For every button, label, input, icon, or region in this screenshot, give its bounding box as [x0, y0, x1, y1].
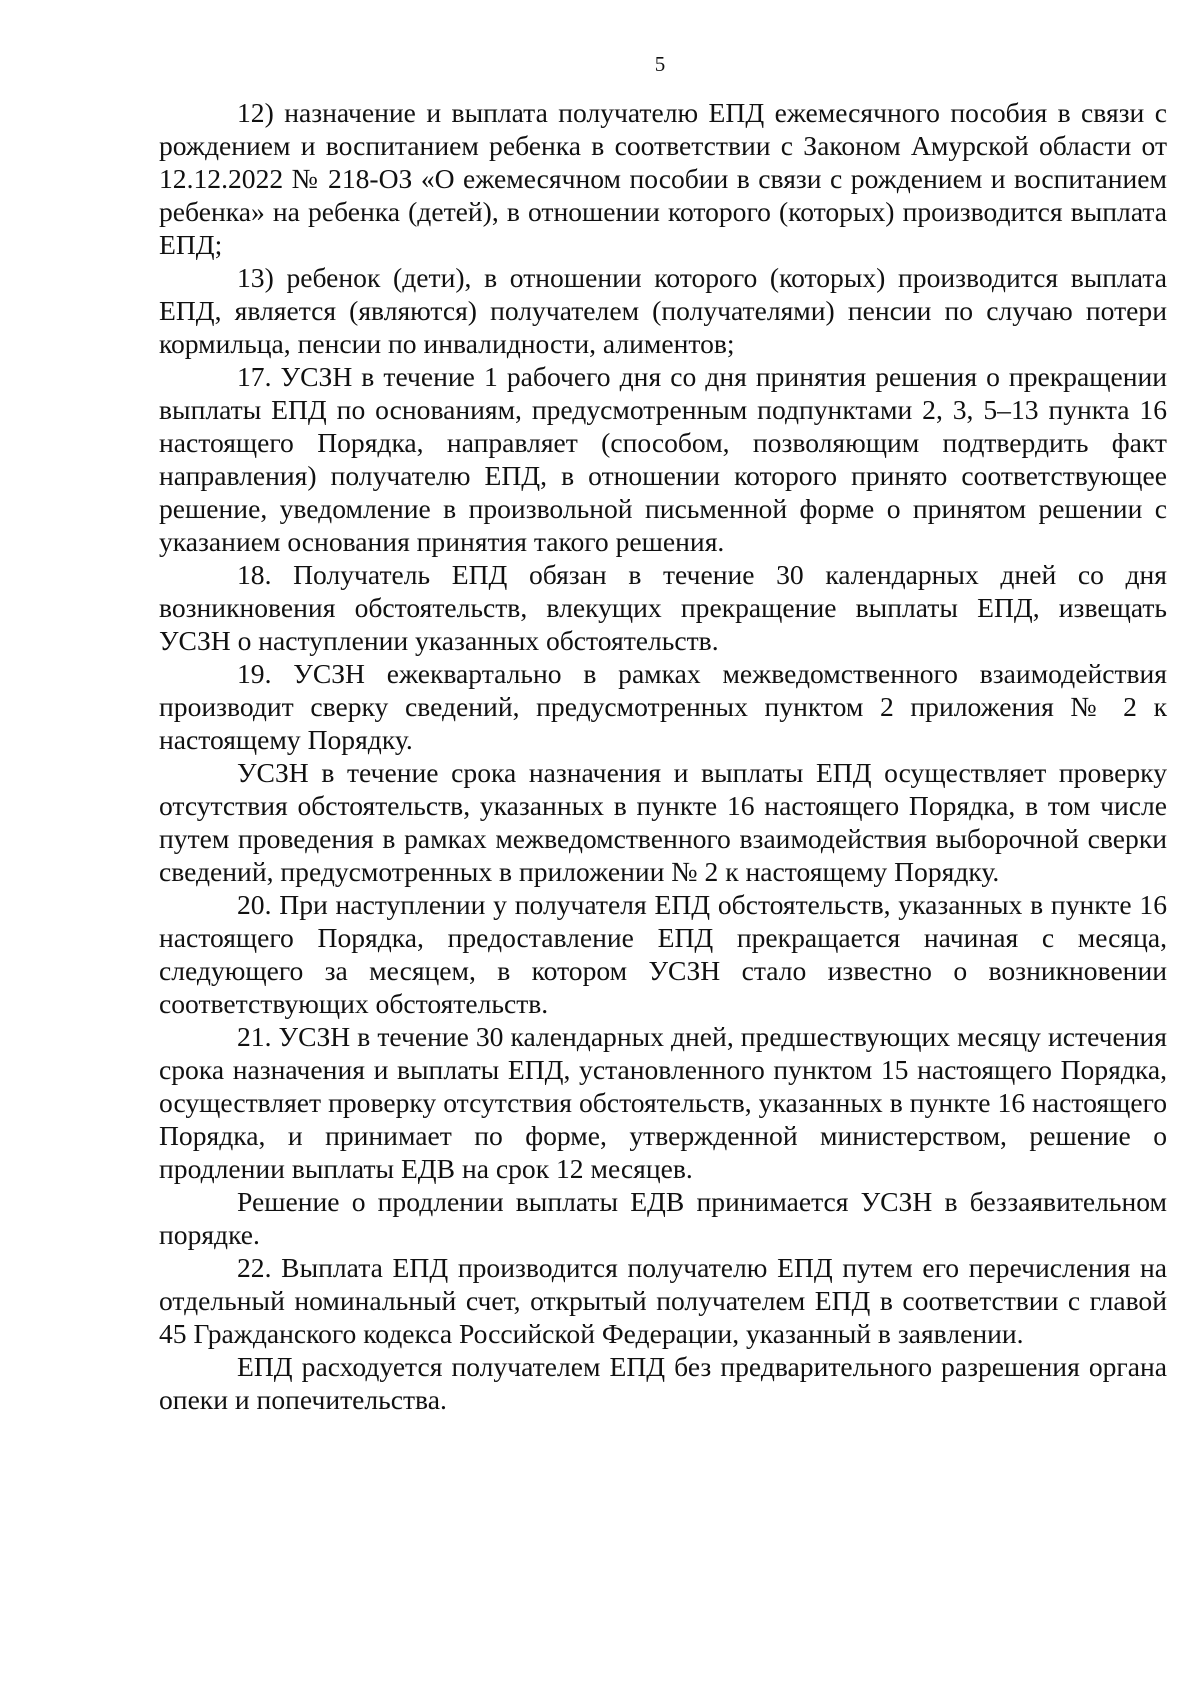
paragraph-20: 20. При наступлении у получателя ЕПД обстоятельств, указанных в пункте 16 настоящего Порядка, предоставление ЕПД прекращается начиная с месяца, следующего за месяцем, в котором УСЗН стало известно о возникновении соответствующих обстоятельств. [159, 889, 1167, 1019]
paragraph-19: 19. УСЗН ежеквартально в рамках межведомственного взаимодействия производит сверку сведений, предусмотренных пунктом 2 приложения № 2 к настоящему Порядку. [159, 658, 1167, 755]
page-number: 5 [654, 52, 666, 76]
paragraph-17: 17. УСЗН в течение 1 рабочего дня со дня принятия решения о прекращении выплаты ЕПД по основаниям, предусмотренным подпунктами 2, 3, 5–13 пункта 16 настоящего Порядка, направляет (способом, позволяющим подтвердить факт направления) получателю ЕПД, в отношении которого принято соответствующее решение, уведомление в произвольной письменной форме о принятом решении с указанием основания принятия такого решения. [159, 361, 1167, 557]
paragraph-22-continuation: ЕПД расходуется получателем ЕПД без предварительного разрешения органа опеки и попечительства. [159, 1351, 1167, 1415]
paragraph-12: 12) назначение и выплата получателю ЕПД ежемесячного пособия в связи с рождением и воспитанием ребенка в соответствии с Законом Амурской области от 12.12.2022 № 218-ОЗ «О ежемесячном пособии в связи с рождением и воспитанием ребенка» на ребенка (детей), в отношении которого (которых) производится выплата ЕПД; [159, 97, 1167, 260]
paragraph-18: 18. Получатель ЕПД обязан в течение 30 календарных дней со дня возникновения обстоятельств, влекущих прекращение выплаты ЕПД, извещать УСЗН о наступлении указанных обстоятельств. [159, 559, 1167, 656]
paragraph-21-continuation: Решение о продлении выплаты ЕДВ принимается УСЗН в беззаявительном порядке. [159, 1186, 1167, 1250]
paragraph-21: 21. УСЗН в течение 30 календарных дней, предшествующих месяцу истечения срока назначения и выплаты ЕПД, установленного пунктом 15 настоящего Порядка, осуществляет проверку отсутствия обстоятельств, указанных в пункте 16 настоящего Порядка, и принимает по форме, утвержденной министерством, решение о продлении выплаты ЕДВ на срок 12 месяцев. [159, 1021, 1167, 1184]
document-body [159, 96, 1167, 1416]
paragraph-13: 13) ребенок (дети), в отношении которого (которых) производится выплата ЕПД, является (являются) получателем (получателями) пенсии по случаю потери кормильца, пенсии по инвалидности, алиментов; [159, 262, 1167, 359]
paragraph-22: 22. Выплата ЕПД производится получателю ЕПД путем его перечисления на отдельный номинальный счет, открытый получателем ЕПД в соответствии с главой 45 Гражданского кодекса Российской Федерации, указанный в заявлении. [159, 1252, 1167, 1349]
paragraph-19-continuation: УСЗН в течение срока назначения и выплаты ЕПД осуществляет проверку отсутствия обстоятельств, указанных в пункте 16 настоящего Порядка, в том числе путем проведения в рамках межведомственного взаимодействия выборочной сверки сведений, предусмотренных в приложении № 2 к настоящему Порядку. [159, 757, 1167, 887]
